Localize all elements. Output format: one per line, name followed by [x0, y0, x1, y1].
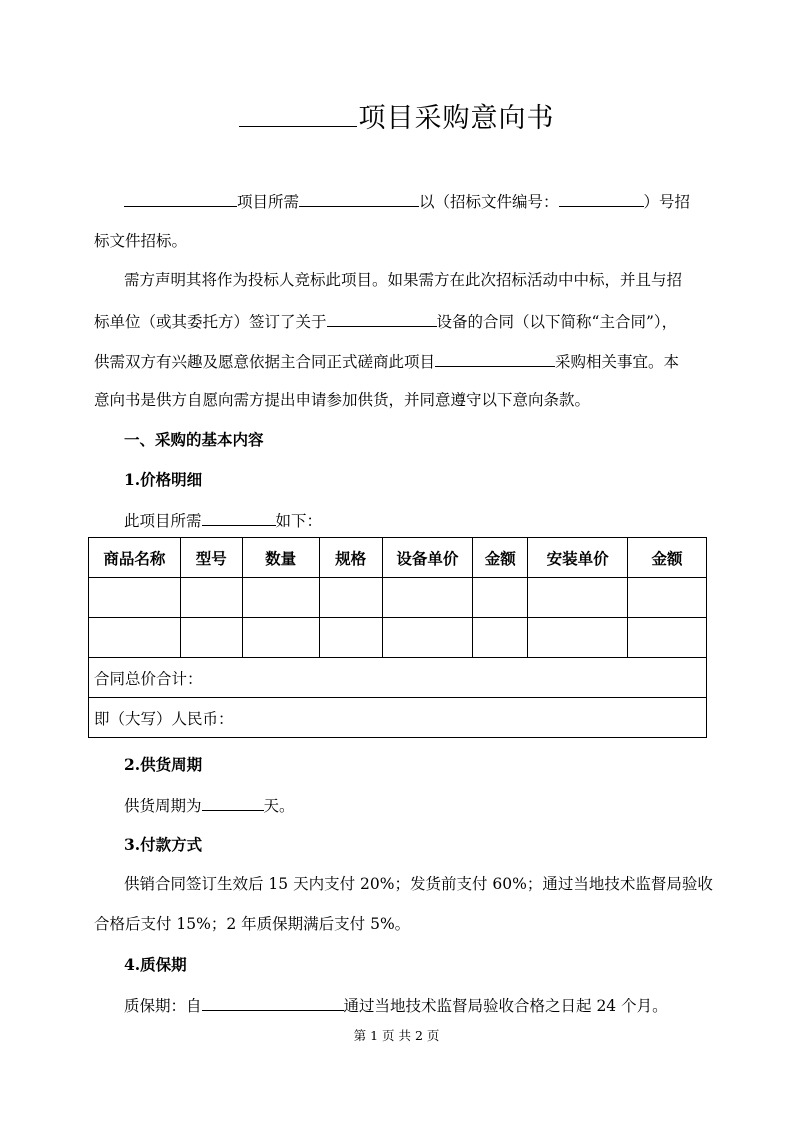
total-row	[89, 658, 707, 698]
table-cell[interactable]	[89, 618, 181, 658]
price-heading: 1.价格明细	[124, 470, 203, 489]
supply-text: 供货周期为 天。	[124, 793, 295, 817]
table-cell[interactable]	[473, 578, 528, 618]
table-cell[interactable]	[242, 618, 319, 658]
declaration-line-3: 供需双方有兴趣及愿意依据主合同正式磋商此项目 采购相关事宜。本	[94, 349, 679, 373]
table-cell[interactable]	[382, 618, 473, 658]
payment-line-2: 合格后支付 15%；2 年质保期满后支付 5%。	[94, 915, 411, 933]
col-header: 安装单价	[528, 538, 628, 578]
capital-row	[89, 698, 707, 738]
warranty-start-blank[interactable]	[202, 993, 344, 1011]
col-header: 商品名称	[89, 538, 181, 578]
table-cell[interactable]	[528, 618, 628, 658]
payment-line-1: 供销合同签订生效后 15 天内支付 20%；发货前支付 60%；通过当地技术监督局验收	[124, 875, 713, 893]
title-text: 项目采购意向书	[358, 103, 555, 134]
table-cell[interactable]	[180, 578, 242, 618]
declaration-line-2: 标单位（或其委托方）签订了关于 设备的合同（以下简称“主合同”），	[94, 309, 677, 333]
warranty-text: 质保期：自 通过当地技术监督局验收合格之日起 24 个月。	[124, 993, 668, 1017]
project-name-blank[interactable]	[124, 189, 237, 207]
table-cell[interactable]	[528, 578, 628, 618]
col-header: 金额	[628, 538, 707, 578]
document-title	[0, 96, 793, 138]
intro-line-1: 项目所需 以（招标文件编号： ）号招	[124, 189, 690, 213]
tender-number-blank[interactable]	[559, 189, 644, 207]
project-need-blank[interactable]	[299, 189, 419, 207]
title-project-blank[interactable]	[239, 96, 357, 127]
capital-amount-cell[interactable]: 即（大写）人民币：	[89, 698, 707, 738]
warranty-heading: 4.质保期	[124, 955, 187, 974]
section-1-heading: 一、采购的基本内容	[124, 430, 264, 449]
table-cell[interactable]	[382, 578, 473, 618]
contract-total-cell[interactable]: 合同总价合计：	[89, 658, 707, 698]
table-cell[interactable]	[89, 578, 181, 618]
table-row	[89, 578, 707, 618]
purchase-item-blank[interactable]	[435, 349, 555, 367]
equipment-blank[interactable]	[327, 309, 437, 327]
col-header: 型号	[180, 538, 242, 578]
price-table-header	[89, 538, 707, 578]
col-header: 金额	[473, 538, 528, 578]
table-cell[interactable]	[242, 578, 319, 618]
declaration-line-1: 需方声明其将作为投标人竞标此项目。如果需方在此次招标活动中中标，并且与招	[124, 271, 683, 289]
supply-days-blank[interactable]	[202, 793, 264, 811]
table-cell[interactable]	[319, 618, 382, 658]
intro-line-2: 标文件招标。	[94, 232, 188, 250]
price-table	[88, 537, 707, 738]
col-header: 规格	[319, 538, 382, 578]
price-item-blank[interactable]	[202, 508, 276, 526]
table-cell[interactable]	[473, 618, 528, 658]
table-cell[interactable]	[319, 578, 382, 618]
page-footer: 第 1 页 共 2 页	[353, 1028, 440, 1043]
table-row	[89, 618, 707, 658]
price-lead: 此项目所需 如下：	[124, 508, 322, 532]
payment-heading: 3.付款方式	[124, 835, 203, 854]
table-cell[interactable]	[628, 578, 707, 618]
table-cell[interactable]	[180, 618, 242, 658]
table-cell[interactable]	[628, 618, 707, 658]
supply-heading: 2.供货周期	[124, 755, 203, 774]
declaration-line-4: 意向书是供方自愿向需方提出申请参加供货，并同意遵守以下意向条款。	[94, 391, 591, 409]
col-header: 数量	[242, 538, 319, 578]
col-header: 设备单价	[382, 538, 473, 578]
